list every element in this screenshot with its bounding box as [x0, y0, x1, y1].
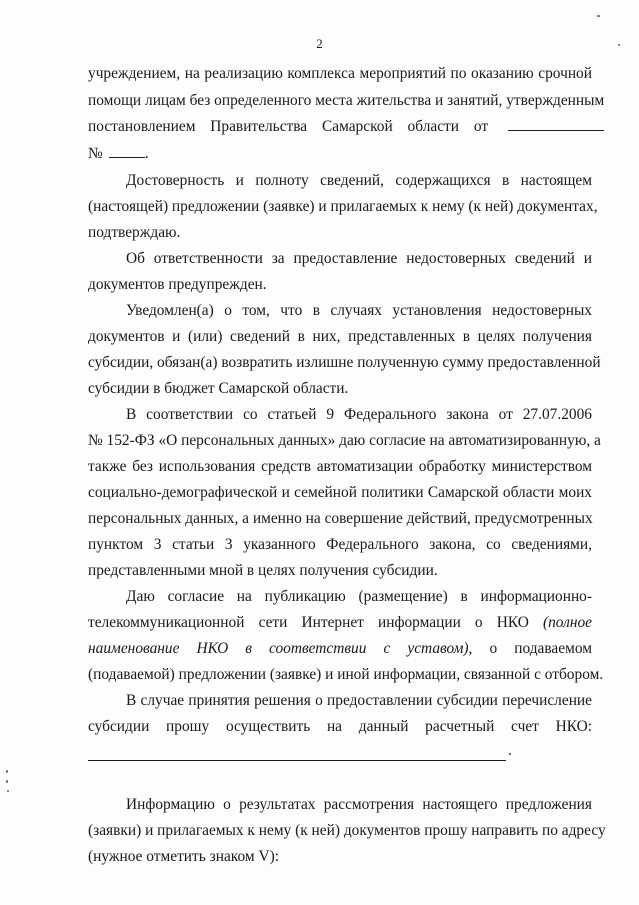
text-line: (нужное отметить знаком V): [88, 848, 279, 865]
date-blank [508, 118, 604, 131]
italic-fragment: наименование НКО в соответствии с уставом), [88, 640, 473, 657]
text-line [88, 118, 592, 136]
scan-speck [6, 770, 8, 773]
text-line: Даю согласие на публикацию (размещение) в информационно- [126, 588, 592, 605]
text-line: Информацию о результатах рассмотрения настоящего предложения [126, 796, 592, 813]
text-line: подтверждаю. [88, 224, 181, 241]
text-line: (заявки) и прилагаемых к нему (к ней) документов прошу направить по адресу [88, 822, 606, 839]
text-line: В соответствии со статьей 9 Федерального закона от 27.07.2006 [126, 406, 592, 423]
page-number: 2 [316, 36, 323, 51]
text-line: (подаваемой) предложении (заявке) и иной информации, связанной с отбором. [88, 666, 604, 683]
text-fragment: о подаваемом [489, 640, 592, 657]
text-line: субсидии прошу осуществить на данный расчетный счет НКО: [88, 718, 592, 735]
scan-speck [6, 780, 8, 783]
text-line: представленными мной в целях получения субсидии. [88, 562, 438, 579]
scan-speck [597, 15, 600, 17]
text-line: субсидии в бюджет Самарской области. [88, 380, 349, 397]
text-line: Уведомлен(а) о том, что в случаях установления недостоверных [126, 302, 592, 319]
text-line: В случае принятия решения о предоставлении субсидии перечисление [126, 692, 592, 709]
text-fragment: № [88, 145, 103, 162]
text-line: (настоящей) предложении (заявке) и прилагаемых к нему (к ней) документах, [88, 198, 598, 215]
text-line: Достоверность и полноту сведений, содержащихся в настоящем [126, 172, 592, 189]
italic-fragment: (полное [542, 614, 592, 631]
text-line: социально-демографической и семейной политики Самарской области моих [88, 484, 592, 501]
text-line [88, 614, 592, 632]
text-fragment: . [144, 145, 149, 162]
text-line [88, 640, 592, 658]
text-line: персональных данных, а именно на совершение действий, предусмотренных [88, 510, 593, 527]
text-line: документов предупрежден. [88, 276, 267, 293]
account-blank-line [88, 760, 506, 761]
text-line: пунктом 3 статьи 3 указанного Федерального закона, со сведениями, [88, 536, 592, 553]
text-line: № 152-ФЗ «О персональных данных» даю согласие на автоматизированную, а [88, 432, 601, 449]
text-fragment: . [508, 742, 512, 759]
number-blank [109, 145, 145, 158]
text-line [88, 145, 592, 163]
scan-speck [618, 44, 620, 46]
text-line: документов и (или) сведений в них, представленных в целях получения [88, 328, 592, 345]
scan-speck [7, 790, 9, 792]
text-fragment: телекоммуникационной сети Интернет информации о НКО [88, 614, 529, 631]
text-line: Об ответственности за предоставление недостоверных сведений и [126, 250, 592, 267]
text-line: помощи лицам без определенного места жительства и занятий, утвержденным [88, 92, 605, 109]
text-line: также без использования средств автоматизации обработку министерством [88, 458, 592, 475]
text-line: учреждением, на реализацию комплекса мероприятий по оказанию срочной [88, 65, 592, 82]
text-line: субсидии, обязан(а) возвратить излишне полученную сумму предоставленной [88, 354, 601, 371]
text-fragment: постановлением Правительства Самарской области от [88, 118, 489, 135]
